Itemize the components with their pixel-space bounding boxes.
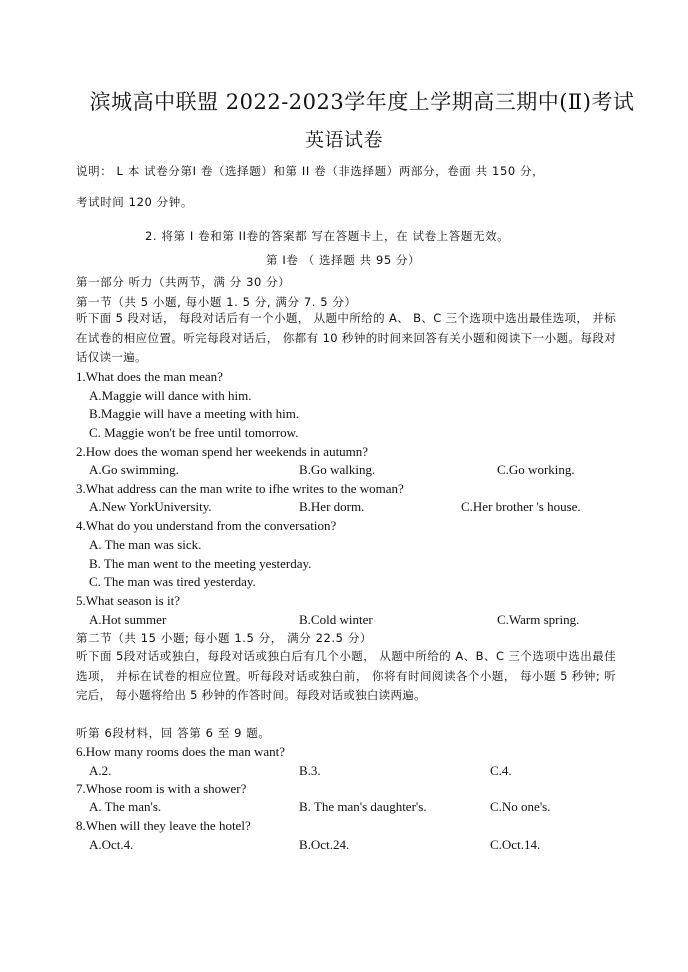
q7-option-c: C.No one's. <box>490 799 551 814</box>
q4-option-b: B. The man went to the meeting yesterday. <box>89 556 312 571</box>
q4-option-c: C. The man was tired yesterday. <box>89 574 256 589</box>
q6-option-b: B.3. <box>299 763 321 778</box>
question-1: 1.What does the man mean? <box>76 369 223 384</box>
question-6: 6.How many rooms does the man want? <box>76 744 286 759</box>
question-2: 2.How does the woman spend her weekends in autumn? <box>76 444 369 459</box>
q3-option-a: A.New YorkUniversity. <box>89 499 212 514</box>
q8-option-a: A.Oct.4. <box>89 837 134 852</box>
part-one-title: 第一部分 听力（共两节，满 分 30 分） <box>76 275 291 289</box>
note-2: 2. 将第 I 卷和第 II卷的答案都 写在答题卡上，在 试卷上答题无效。 <box>145 229 510 243</box>
volume-title: 第 I卷 （ 选择题 共 95 分） <box>266 253 421 267</box>
q5-option-a: A.Hot summer <box>89 612 167 627</box>
section-one-title: 第一节（共 5 小题, 每小题 1. 5 分, 满分 7. 5 分） <box>76 295 357 309</box>
q6-option-c: C.4. <box>490 763 512 778</box>
section-one-instructions: 听下面 5 段对话， 每段对话后有一个小题， 从题中所给的 A、 B、C 三个选项中选出最佳选项， 并标在试卷的相应位置。听完每段对话后， 你都有 10 秒钟的时间来回答有关小题和阅读下一小题。每段对话仅读一遍。 <box>76 311 616 364</box>
question-4: 4.What do you understand from the conversation? <box>76 518 337 533</box>
q1-option-a: A.Maggie will dance with him. <box>89 388 252 403</box>
q3-option-c: C.Her brother 's house. <box>461 499 581 514</box>
question-7: 7.Whose room is with a shower? <box>76 781 247 796</box>
q8-option-c: C.Oct.14. <box>490 837 541 852</box>
question-5: 5.What season is it? <box>76 593 180 608</box>
material-6-instruction: 听第 6段材料，回 答第 6 至 9 题。 <box>76 726 271 740</box>
q8-option-b: B.Oct.24. <box>299 837 350 852</box>
q1-option-c: C. Maggie won't be free until tomorrow. <box>89 425 299 440</box>
q4-option-a: A. The man was sick. <box>89 537 202 552</box>
q5-option-b: B.Cold winter <box>299 612 373 627</box>
exam-subtitle: 英语试卷 <box>304 129 383 151</box>
question-8: 8.When will they leave the hotel? <box>76 818 251 833</box>
q6-option-a: A.2. <box>89 763 112 778</box>
q7-option-b: B. The man's daughter's. <box>299 799 427 814</box>
q2-option-b: B.Go walking. <box>299 462 376 477</box>
note-1-continued: 考试时间 120 分钟。 <box>76 195 193 209</box>
q3-option-b: B.Her dorm. <box>299 499 365 514</box>
note-1: 说明： L 本 试卷分第I 卷（选择题）和第 II 卷（非选择题）两部分，卷面 共 150 分， <box>76 164 545 178</box>
q1-option-b: B.Maggie will have a meeting with him. <box>89 406 300 421</box>
section-two-instructions: 听下面 5段对话或独白，每段对话或独白后有几个小题， 从题中所给的 A、B、C 三个选项中选出最佳选项， 并标在试卷的相应位置。听每段对话或独白前， 你将有时间阅读各个小题， 每小题 5 秒钟; 听完后， 每小题将给出 5 秒钟的作答时间。每段对话或独白读两遍。 <box>76 649 616 702</box>
question-3: 3.What address can the man write to ifhe writes to the woman? <box>76 481 404 496</box>
q5-option-c: C.Warm spring. <box>497 612 580 627</box>
q2-option-c: C.Go working. <box>497 462 575 477</box>
section-two-title: 第二节（共 15 小题; 每小题 1.5 分， 满分 22.5 分） <box>76 631 373 645</box>
exam-title: 滨城高中联盟 2022-2023学年度上学期高三期中(Ⅱ)考试 <box>89 90 635 114</box>
q7-option-a: A. The man's. <box>89 799 162 814</box>
q2-option-a: A.Go swimming. <box>89 462 179 477</box>
